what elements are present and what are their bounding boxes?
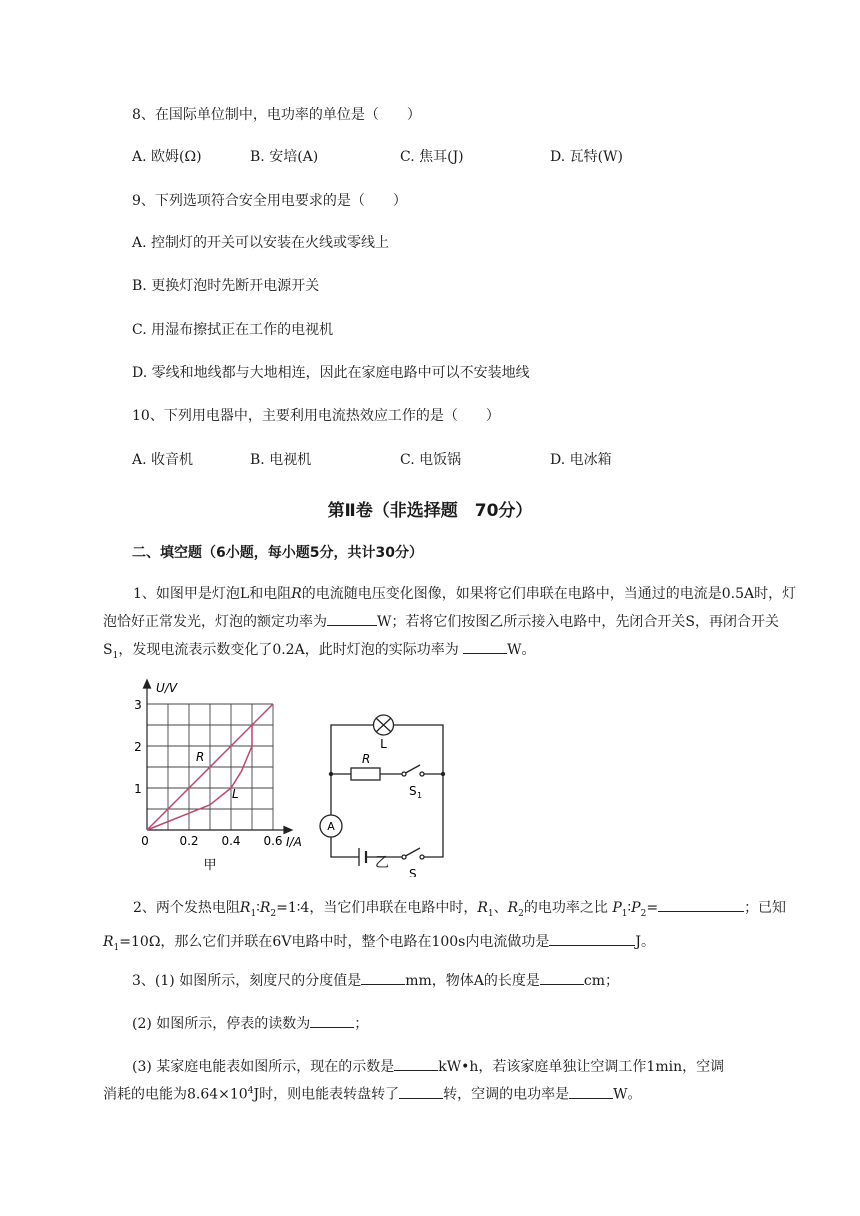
x-axis-arrow xyxy=(284,827,292,834)
q9-option-d: D. 零线和地线都与大地相连，因此在家庭电路中可以不安装地线 xyxy=(132,365,530,381)
curve-l-label: L xyxy=(232,787,239,801)
fill-question-3-part-3-cont: 消耗的电能为$8.64\times 10^4J$时，则电能表转盘转了 转，空调的电功率是 W。 xyxy=(103,1081,641,1105)
ammeter-label: A xyxy=(327,820,335,833)
section-title: 第Ⅱ卷（非选择题 70分） xyxy=(327,501,533,521)
q10-option-d: D. 电冰箱 xyxy=(550,452,612,468)
lamp-label: L xyxy=(380,737,387,751)
resistor-label: R xyxy=(362,752,371,766)
q10-option-c: C. 电饭锅 xyxy=(400,452,462,468)
answer-blank[interactable] xyxy=(310,1013,354,1028)
q8-option-a: A. 欧姆(Ω) xyxy=(132,149,202,165)
x-axis-label: I/A xyxy=(286,835,302,849)
q8-option-d: D. 瓦特(W) xyxy=(550,149,623,165)
switch-s1 xyxy=(406,765,421,773)
answer-blank[interactable] xyxy=(394,1056,438,1071)
junction-dot xyxy=(329,772,333,776)
subsection-title: 二、填空题（6小题，每小题5分，共计30分） xyxy=(132,545,423,561)
y-tick: 1 xyxy=(134,782,142,796)
x-tick: 0.6 xyxy=(263,834,283,848)
switch-s1-label: S xyxy=(409,784,417,798)
question-8-stem: 8、在国际单位制中，电功率的单位是（ ） xyxy=(132,107,421,123)
answer-blank[interactable] xyxy=(327,611,377,626)
q8-option-c: C. 焦耳(J) xyxy=(400,149,464,165)
q8-option-b: B. 安培(A) xyxy=(250,149,319,165)
q9-option-c: C. 用湿布擦拭正在工作的电视机 xyxy=(132,322,334,338)
circuit-caption: 乙 xyxy=(375,855,389,871)
fill-question-3-part-1: 3、(1) 如图所示，刻度尺的分度值是 mm，物体A的长度是 cm； xyxy=(132,970,619,991)
q9-option-b: B. 更换灯泡时先断开电源开关 xyxy=(132,278,320,294)
fill-question-3-part-3: (3) 某家庭电能表如图所示，现在的示数是 kW•h，若该家庭单独让空调工作1min，空调 xyxy=(132,1056,724,1077)
q10-option-a: A. 收音机 xyxy=(132,452,194,468)
answer-blank[interactable] xyxy=(399,1084,443,1099)
fill-question-3-part-2: (2) 如图所示，停表的读数为 ； xyxy=(132,1013,368,1034)
switch-s-label: S xyxy=(409,867,417,877)
fill-question-2: 2、两个发热电阻$R_1∶R_2=1∶4$，当它们串联在电路中时，$R_1$、$R_2$的电功率之比 $P_1∶P_2=$ ；已知 $R_1=10\Omega$，那么它们并联在6V电路中时，整个电路在100s内电流做功是 J。 xyxy=(103,894,803,962)
answer-blank[interactable] xyxy=(569,1084,613,1099)
q9-option-a: A. 控制灯的开关可以安装在火线或零线上 xyxy=(132,235,390,251)
resistor-symbol xyxy=(351,768,380,780)
x-tick: 0.2 xyxy=(179,834,199,848)
y-axis-label: U/V xyxy=(156,681,178,695)
x-tick: 0.4 xyxy=(221,834,241,848)
switch-s xyxy=(406,848,421,856)
y-tick: 2 xyxy=(134,740,142,754)
graph-caption: 甲 xyxy=(203,858,217,872)
answer-blank[interactable] xyxy=(658,897,744,912)
answer-blank[interactable] xyxy=(463,639,507,654)
q10-option-b: B. 电视机 xyxy=(250,452,312,468)
question-9-stem: 9、下列选项符合安全用电要求的是（ ） xyxy=(132,193,407,209)
fill-question-1: 1、如图甲是灯泡L和电阻R的电流随电压变化图像，如果将它们串联在电路中，当通过的电流是0.5A时，灯泡恰好正常发光，灯泡的额定功率为 W；若将它们按图乙所示接入电路中，先闭合开关S，再闭合开关$S_1$，发现电流表示数变化了0.2A，此时灯泡的实际功率为 W。 xyxy=(103,586,797,661)
answer-blank[interactable] xyxy=(361,970,405,985)
x-tick: 0 xyxy=(141,834,149,848)
question-10-stem: 10、下列用电器中，主要利用电流热效应工作的是（ ） xyxy=(132,408,500,424)
y-tick: 3 xyxy=(134,698,142,712)
junction-dot xyxy=(441,772,445,776)
graph-jia xyxy=(128,672,328,872)
switch-s1-sub: 1 xyxy=(417,791,423,800)
y-axis-arrow xyxy=(144,680,151,688)
answer-blank[interactable] xyxy=(540,970,584,985)
curve-r-label: R xyxy=(196,750,205,764)
answer-blank[interactable] xyxy=(549,931,635,946)
